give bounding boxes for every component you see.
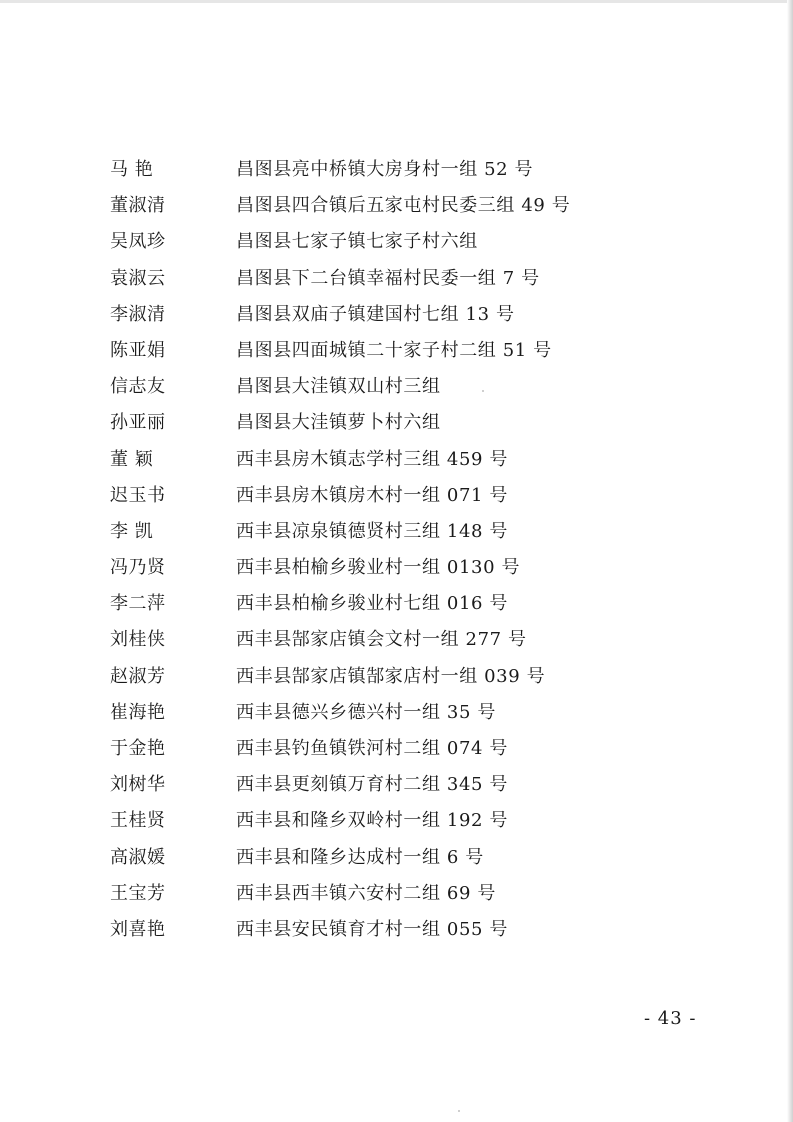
person-address: 西丰县更刻镇万育村二组 345 号: [236, 774, 508, 796]
person-address: 昌图县亮中桥镇大房身村一组 52 号: [236, 159, 534, 180]
list-item: [100, 550, 660, 586]
person-address: 西丰县钓鱼镇铁河村二组 074 号: [236, 738, 508, 759]
list-item: [100, 912, 660, 948]
person-name: 刘桂侠: [110, 629, 166, 651]
list-item: [100, 622, 660, 658]
person-name: 刘喜艳: [110, 918, 166, 940]
person-address: 西丰县西丰镇六安村二组 69 号: [236, 882, 496, 904]
person-address: 西丰县凉泉镇德贤村三组 148 号: [236, 520, 508, 542]
person-address: 西丰县柏榆乡骏业村一组 0130 号: [236, 557, 521, 579]
person-name: 吴凤珍: [110, 231, 166, 253]
person-address: 昌图县大洼镇双山村三组: [236, 376, 441, 398]
person-address: 西丰县和隆乡达成村一组 6 号: [236, 846, 484, 868]
list-item: [100, 876, 660, 912]
scan-edge-top: [0, 0, 793, 3]
list-item: [100, 442, 660, 478]
list-item: [100, 224, 660, 260]
list-item: [100, 803, 660, 839]
list-item: [100, 152, 660, 188]
list-item: [100, 333, 660, 369]
list-item: [100, 695, 660, 731]
person-name: 陈亚娟: [110, 339, 166, 361]
person-address: 西丰县郜家店镇会文村一组 277 号: [236, 629, 527, 651]
scan-speck: [458, 1110, 460, 1112]
person-name: 孙亚丽: [110, 412, 166, 434]
person-address: 昌图县四面城镇二十家子村二组 51 号: [236, 339, 552, 361]
person-name: 马 艳: [110, 159, 154, 180]
scan-edge-right: [787, 0, 793, 1122]
person-name: 冯乃贤: [110, 557, 166, 579]
person-name: 李淑清: [110, 303, 166, 325]
person-name: 迟玉书: [110, 484, 166, 506]
list-item: [100, 840, 660, 876]
list-item: [100, 297, 660, 333]
person-name: 董 颖: [110, 448, 154, 470]
list-item: [100, 369, 660, 405]
person-name: 董淑清: [110, 195, 166, 217]
person-address: 昌图县四合镇后五家屯村民委三组 49 号: [236, 195, 571, 217]
person-name: 赵淑芳: [110, 665, 166, 687]
list-item: [100, 514, 660, 550]
person-name: 王宝芳: [110, 882, 166, 904]
list-item: [100, 731, 660, 767]
person-address: 西丰县房木镇志学村三组 459 号: [236, 448, 508, 470]
person-address: 昌图县双庙子镇建国村七组 13 号: [236, 303, 515, 325]
person-name: 崔海艳: [110, 701, 166, 723]
person-name: 袁淑云: [110, 267, 166, 289]
person-name: 信志友: [110, 376, 166, 398]
list-item: [100, 767, 660, 803]
list-item: [100, 586, 660, 622]
person-name: 李 凯: [110, 520, 154, 542]
person-name: 李二萍: [110, 593, 166, 615]
page-number: - 43 -: [644, 1008, 697, 1029]
list-item: [100, 261, 660, 297]
person-address: 昌图县七家子镇七家子村六组: [236, 231, 478, 253]
person-address: 西丰县安民镇育才村一组 055 号: [236, 918, 508, 940]
person-address: 西丰县房木镇房木村一组 071 号: [236, 484, 508, 506]
person-address: 西丰县和隆乡双岭村一组 192 号: [236, 810, 508, 832]
person-address: 昌图县下二台镇幸福村民委一组 7 号: [236, 267, 540, 289]
person-address: 西丰县郜家店镇郜家店村一组 039 号: [236, 665, 546, 687]
person-name: 刘树华: [110, 774, 166, 796]
person-name: 于金艳: [110, 738, 166, 759]
person-address: 西丰县柏榆乡骏业村七组 016 号: [236, 593, 508, 615]
list-item: [100, 405, 660, 441]
list-item: [100, 478, 660, 514]
person-address: 西丰县德兴乡德兴村一组 35 号: [236, 701, 496, 723]
person-address: 昌图县大洼镇萝卜村六组: [236, 412, 441, 434]
list-item: [100, 659, 660, 695]
person-name: 王桂贤: [110, 810, 166, 832]
list-item: [100, 188, 660, 224]
name-address-list: [100, 152, 660, 948]
person-name: 高淑媛: [110, 846, 166, 868]
